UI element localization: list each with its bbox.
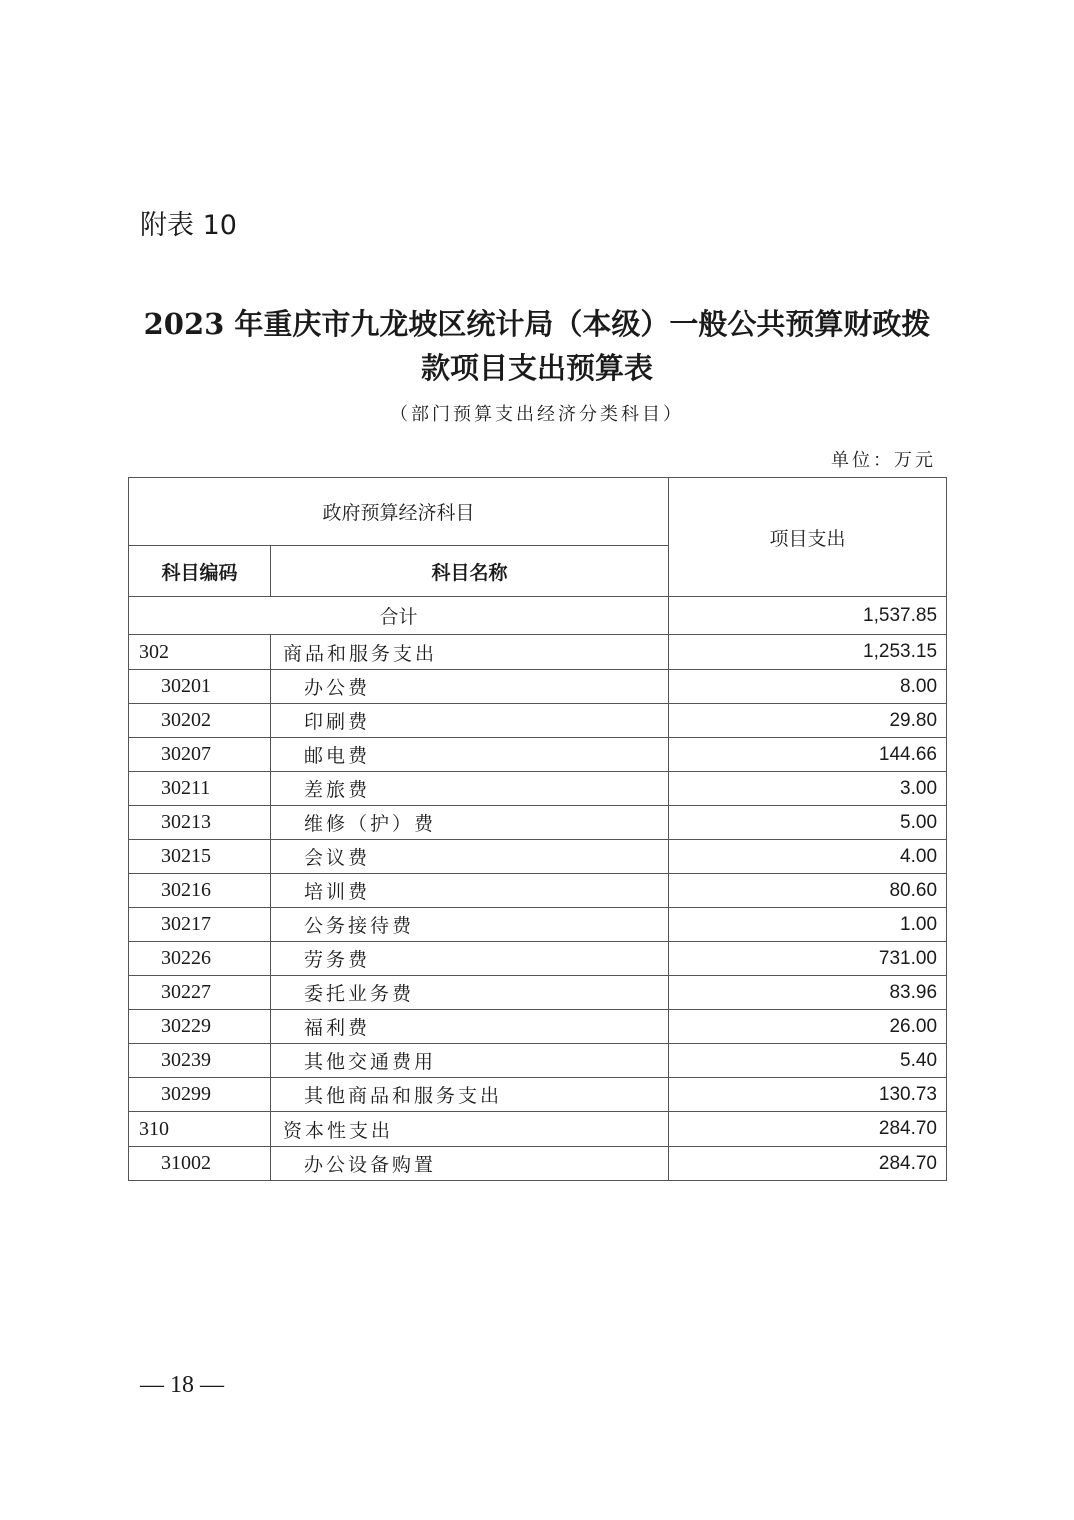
table-row [129,1010,947,1044]
table-row [129,1112,947,1147]
subject-code: 30226 [129,942,271,976]
subject-name: 其他商品和服务支出 [271,1078,669,1112]
project-expenditure: 8.00 [669,670,947,704]
project-expenditure: 26.00 [669,1010,947,1044]
project-expenditure: 80.60 [669,874,947,908]
subject-code: 30299 [129,1078,271,1112]
subject-code: 30239 [129,1044,271,1078]
subject-name: 会议费 [271,840,669,874]
subject-code: 30202 [129,704,271,738]
total-row [129,597,947,635]
header-code-text: 科目编码 [161,561,238,584]
document-title-line2: 款项目支出预算表 [420,351,653,385]
unit-label: 单位：万元 [831,450,936,471]
total-amount: 1,537.85 [669,597,947,635]
table-row [129,976,947,1010]
subject-name: 劳务费 [271,942,669,976]
subject-code: 30201 [129,670,271,704]
subject-code: 302 [129,635,271,670]
document-subtitle: （部门预算支出经济分类科目） [390,404,684,425]
total-label: 合计 [129,597,669,635]
table-row [129,806,947,840]
table-row [129,704,947,738]
subject-name: 办公费 [271,670,669,704]
subject-name: 邮电费 [271,738,669,772]
subject-name: 印刷费 [271,704,669,738]
table-row [129,635,947,670]
subject-code: 30216 [129,874,271,908]
attachment-label: 附表 10 [140,210,237,241]
table-row [129,1147,947,1181]
project-expenditure: 284.70 [669,1147,947,1181]
subject-code: 30227 [129,976,271,1010]
subject-code: 30207 [129,738,271,772]
subject-name: 差旅费 [271,772,669,806]
project-expenditure: 144.66 [669,738,947,772]
subject-code: 30211 [129,772,271,806]
subject-code: 30213 [129,806,271,840]
subject-code: 30229 [129,1010,271,1044]
header-name-cell [271,546,669,597]
subject-code: 30217 [129,908,271,942]
table-row [129,840,947,874]
subject-code: 310 [129,1112,271,1147]
header-row-1 [129,478,947,546]
subject-code: 30215 [129,840,271,874]
header-group-cell: 政府预算经济科目 [129,478,669,546]
document-title-line1: 2023 年重庆市九龙坡区统计局（本级）一般公共预算财政拨 [143,307,931,341]
header-amount-cell: 项目支出 [669,478,947,597]
header-name-text: 科目名称 [431,561,508,584]
subject-name: 委托业务费 [271,976,669,1010]
table-row [129,1078,947,1112]
project-expenditure: 29.80 [669,704,947,738]
budget-table [128,477,947,1181]
table-row [129,1044,947,1078]
header-code-cell [129,546,271,597]
subject-name: 商品和服务支出 [271,635,669,670]
table-row [129,772,947,806]
subject-name: 福利费 [271,1010,669,1044]
project-expenditure: 5.00 [669,806,947,840]
project-expenditure: 284.70 [669,1112,947,1147]
project-expenditure: 4.00 [669,840,947,874]
subject-name: 培训费 [271,874,669,908]
project-expenditure: 5.40 [669,1044,947,1078]
project-expenditure: 731.00 [669,942,947,976]
table-row [129,942,947,976]
project-expenditure: 1,253.15 [669,635,947,670]
table-row [129,908,947,942]
table-row [129,670,947,704]
subject-name: 办公设备购置 [271,1147,669,1181]
subject-name: 资本性支出 [271,1112,669,1147]
subject-name: 公务接待费 [271,908,669,942]
project-expenditure: 3.00 [669,772,947,806]
project-expenditure: 83.96 [669,976,947,1010]
project-expenditure: 130.73 [669,1078,947,1112]
subject-name: 其他交通费用 [271,1044,669,1078]
table-row [129,738,947,772]
table-row [129,874,947,908]
page-number: — 18 — [140,1372,224,1398]
project-expenditure: 1.00 [669,908,947,942]
subject-name: 维修（护）费 [271,806,669,840]
subject-code: 31002 [129,1147,271,1181]
